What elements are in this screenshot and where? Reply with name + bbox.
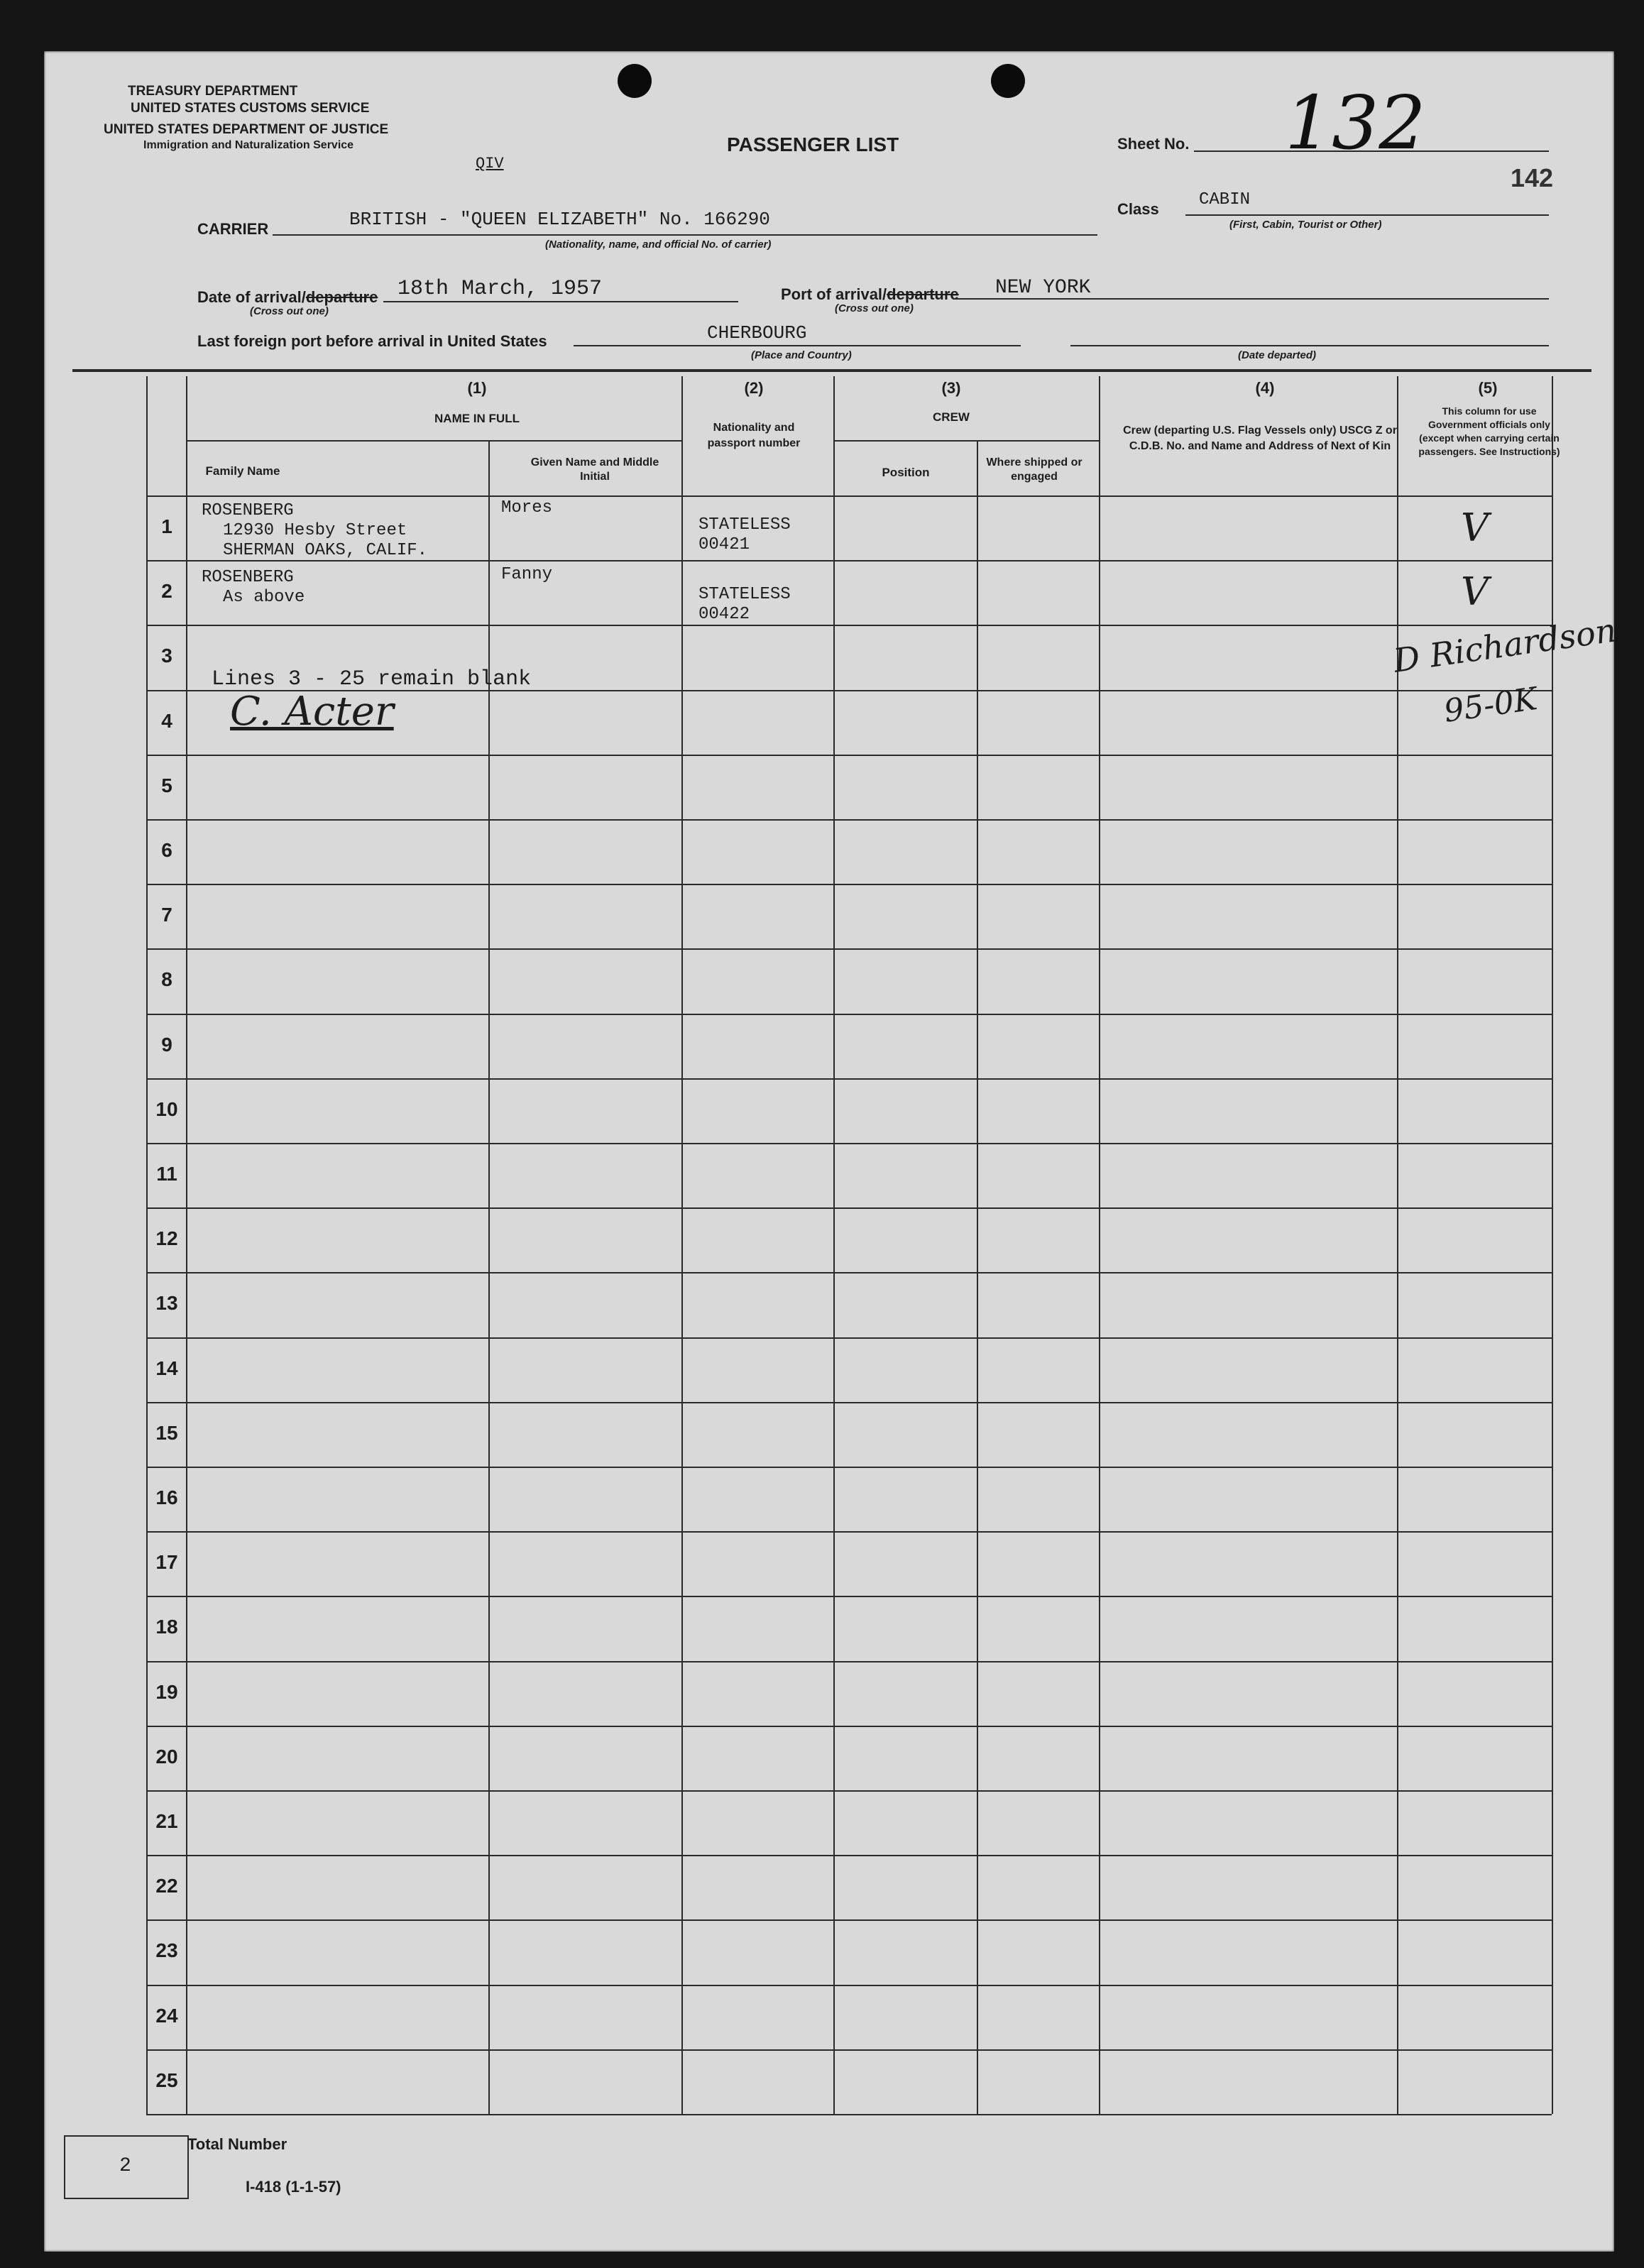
row-number: 16 (155, 1486, 178, 1508)
class-value: CABIN (1199, 190, 1251, 209)
port-value: NEW YORK (995, 277, 1091, 299)
carrier-hint: (Nationality, name, and official No. of carrier) (545, 239, 772, 251)
sheet-label: Sheet No. (1117, 135, 1190, 153)
stamp-qiv: QIV (476, 155, 504, 172)
document-page (44, 51, 1619, 2252)
row1-given: Mores (501, 498, 553, 517)
table-column-rule (1099, 376, 1100, 2114)
agency-line-1: TREASURY DEPARTMENT (128, 84, 298, 99)
row-rule (146, 1790, 1552, 1792)
row-rule (146, 755, 1552, 756)
row-number: 6 (161, 839, 172, 861)
row-rule (146, 948, 1552, 950)
row-number: 20 (155, 1745, 178, 1768)
row1-nationality: STATELESS 00421 (698, 515, 791, 554)
row-number: 10 (155, 1097, 178, 1120)
form-number: I-418 (1-1-57) (246, 2178, 341, 2196)
row-rule (146, 2114, 1552, 2115)
passenger-table (44, 51, 1614, 2252)
row-number: 18 (155, 1616, 178, 1638)
row-rule (146, 1078, 1552, 1080)
position-header: Position (882, 466, 930, 479)
class-hint: (First, Cabin, Tourist or Other) (1229, 219, 1382, 231)
row-number: 23 (155, 1939, 178, 1962)
row-number: 7 (161, 904, 172, 926)
page-number: 142 (1511, 163, 1554, 192)
official-mark: D Richardson (1391, 610, 1619, 680)
row-number: 11 (156, 1163, 177, 1185)
sheet-number-handwritten: 132 (1285, 80, 1426, 166)
row-number: 14 (155, 1357, 178, 1379)
row2-check-mark: V (1461, 569, 1489, 614)
agency-line-3: UNITED STATES DEPARTMENT OF JUSTICE (104, 122, 389, 137)
row-rule (146, 819, 1552, 821)
table-column-rule (833, 376, 835, 2114)
total-number-value: 2 (119, 2155, 131, 2177)
row-number: 17 (155, 1551, 178, 1574)
last-port-hint: (Place and Country) (751, 349, 852, 361)
header-rule (186, 440, 681, 442)
row-rule (146, 1467, 1552, 1468)
last-port-label: Last foreign port before arrival in United States (197, 332, 547, 350)
row-rule (146, 1596, 1552, 1597)
row-rule (146, 1337, 1552, 1339)
nationality-header: Nationality and passport number (707, 422, 801, 449)
crew-header: CREW (933, 410, 970, 424)
row-rule (146, 1531, 1552, 1533)
row-number: 15 (155, 1421, 178, 1444)
table-column-rule (1397, 376, 1398, 2114)
row-number: 24 (155, 2004, 178, 2027)
row-number: 22 (155, 1875, 178, 1897)
row-number: 13 (155, 1292, 178, 1315)
row-number: 21 (155, 1810, 178, 1832)
agency-line-4: Immigration and Naturalization Service (143, 139, 354, 151)
row-rule (146, 1272, 1552, 1273)
class-label: Class (1117, 200, 1159, 218)
family-name-header: Family Name (205, 464, 280, 478)
row2-given: Fanny (501, 565, 553, 584)
row-number: 19 (155, 1680, 178, 1703)
where-shipped-header: Where shipped or engaged (986, 456, 1083, 483)
row-rule (146, 2049, 1552, 2051)
header-rule (146, 495, 1552, 497)
row-rule (146, 1985, 1552, 1986)
row-number: 4 (161, 709, 172, 732)
row2-family: ROSENBERG As above (202, 568, 305, 607)
date-departed-hint: (Date departed) (1238, 349, 1317, 361)
carrier-value: BRITISH - "QUEEN ELIZABETH" No. 166290 (349, 209, 770, 230)
blank-lines-note: Lines 3 - 25 remain blank (212, 667, 532, 691)
col1-number: (1) (467, 379, 487, 397)
row-rule (146, 884, 1552, 885)
row-rule (146, 1207, 1552, 1209)
carrier-label: CARRIER (197, 220, 269, 238)
row1-family: ROSENBERG 12930 Hesby Street SHERMAN OAKS, CALIF. (202, 501, 428, 560)
row-number: 1 (161, 515, 172, 537)
official-mark-2: 95-0K (1442, 681, 1540, 730)
row-rule (146, 1402, 1552, 1403)
row-rule (146, 1014, 1552, 1015)
row-number: 25 (155, 2069, 178, 2091)
table-column-rule (186, 376, 187, 2114)
col4-number: (4) (1255, 379, 1275, 397)
arrival-hint: (Cross out one) (250, 305, 329, 317)
row-rule (146, 1661, 1552, 1662)
document-title: PASSENGER LIST (727, 133, 899, 155)
col2-number: (2) (744, 379, 764, 397)
row-number: 3 (161, 645, 172, 667)
arrival-label: Date of arrival/departure (197, 288, 378, 306)
row2-nationality: STATELESS 00422 (698, 585, 791, 624)
col1-title: NAME IN FULL (434, 412, 520, 425)
row-rule (146, 1919, 1552, 1921)
total-number-label: Total Number (187, 2135, 287, 2153)
arrival-date: 18th March, 1957 (398, 277, 603, 301)
officials-header: This column for use Government officials only (except when carrying certain passengers. See Instructions) (1418, 405, 1560, 457)
signature: C. Acter (230, 689, 394, 735)
table-column-rule (681, 376, 683, 2114)
col5-number: (5) (1478, 379, 1498, 397)
next-of-kin-header: Crew (departing U.S. Flag Vessels only) USCG Z or C.D.B. No. and Name and Address of Next of Kin (1123, 424, 1397, 452)
row-number: 9 (161, 1033, 172, 1056)
port-label: Port of arrival/departure (781, 285, 959, 303)
row-rule (146, 1855, 1552, 1856)
total-number-box (64, 2135, 189, 2199)
header-rule (833, 440, 1099, 442)
port-hint: (Cross out one) (835, 302, 914, 314)
row-rule (146, 625, 1552, 626)
row1-check-mark: V (1461, 505, 1489, 550)
last-port-value: CHERBOURG (707, 322, 807, 344)
given-name-header: Given Name and Middle Initial (530, 456, 659, 483)
row-number: 5 (161, 774, 172, 796)
col3-number: (3) (941, 379, 961, 397)
row-number: 8 (161, 968, 172, 991)
table-column-rule (977, 440, 978, 2114)
agency-line-2: UNITED STATES CUSTOMS SERVICE (131, 101, 370, 116)
row-number: 2 (161, 580, 172, 603)
row-number: 12 (155, 1227, 178, 1250)
row-rule (146, 1726, 1552, 1727)
row-rule (146, 1143, 1552, 1144)
